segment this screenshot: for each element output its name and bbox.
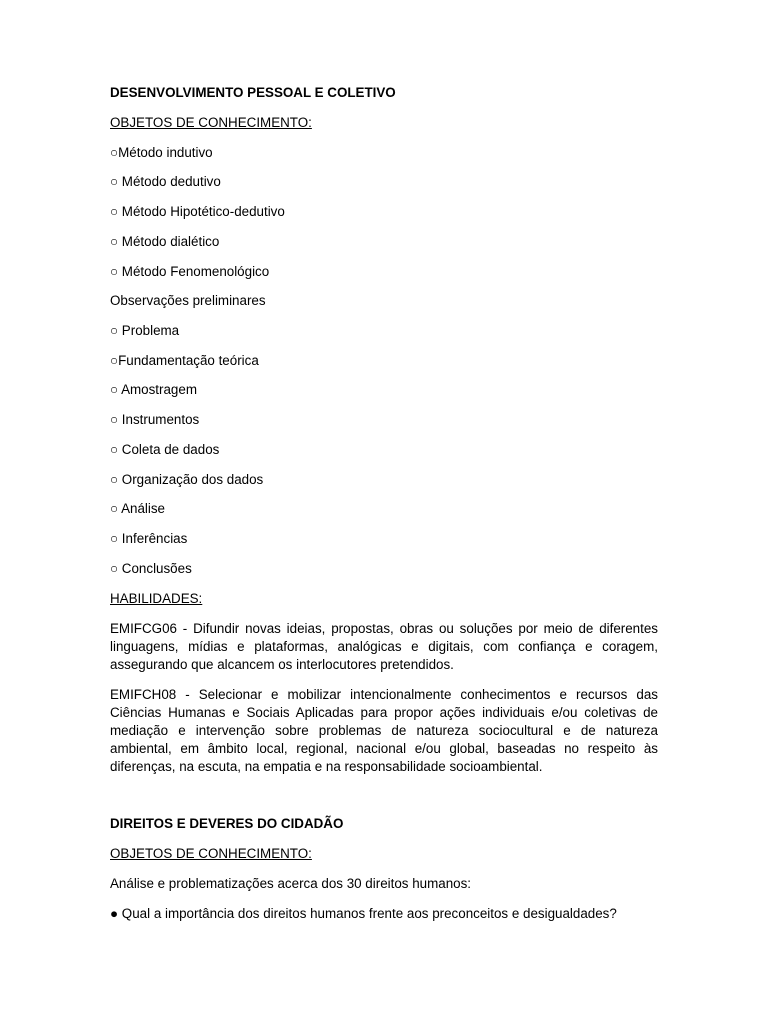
list-item: ○ Amostragem (110, 382, 197, 397)
intro-text: Análise e problematizações acerca dos 30 direitos humanos: (110, 876, 472, 891)
list-item: ○ Instrumentos (110, 412, 200, 427)
list-item: ○ Método dialético (110, 234, 220, 249)
list-item: ○ Inferências (110, 531, 188, 546)
list-item: ○Método indutivo (110, 145, 213, 160)
list-item: ○ Problema (110, 323, 180, 338)
list-item: ● Qual a importância dos direitos humanos frente aos preconceitos e desigualdades? (110, 906, 617, 921)
habilidades-label: HABILIDADES: (110, 591, 203, 606)
objetos-label: OBJETOS DE CONHECIMENTO: (110, 115, 312, 130)
habilidade-paragraph: EMIFCG06 - Difundir novas ideias, propostas, obras ou soluções por meio de diferentes linguagens, mídias e plataformas, analógicas e digitais, com confiança e coragem, assegurando que alcancem os interlocutores pretendidos. (110, 621, 658, 672)
objetos-label: OBJETOS DE CONHECIMENTO: (110, 846, 312, 861)
list-item: ○ Método Fenomenológico (110, 264, 270, 279)
list-item: ○ Coleta de dados (110, 442, 220, 457)
observacoes-label: Observações preliminares (110, 293, 266, 308)
list-item: ○ Organização dos dados (110, 472, 264, 487)
list-item: ○ Conclusões (110, 561, 192, 576)
section-heading-desenvolvimento: DESENVOLVIMENTO PESSOAL E COLETIVO (110, 85, 396, 100)
list-item: ○ Método dedutivo (110, 174, 221, 189)
list-item: ○ Análise (110, 501, 165, 516)
list-item: ○Fundamentação teórica (110, 353, 259, 368)
list-item: ○ Método Hipotético-dedutivo (110, 204, 285, 219)
section-heading-direitos: DIREITOS E DEVERES DO CIDADÃO (110, 816, 344, 831)
habilidade-paragraph: EMIFCH08 - Selecionar e mobilizar intencionalmente conhecimentos e recursos das Ciências Humanas e Sociais Aplicadas para propor ações individuais e/ou coletivas de mediação e intervenção sobre problemas de natureza sociocultural e de natureza ambiental, em âmbito local, regional, nacional e/ou global, baseadas no respeito às diferenças, na escuta, na empatia e na responsabilidade socioambiental. (110, 687, 658, 774)
